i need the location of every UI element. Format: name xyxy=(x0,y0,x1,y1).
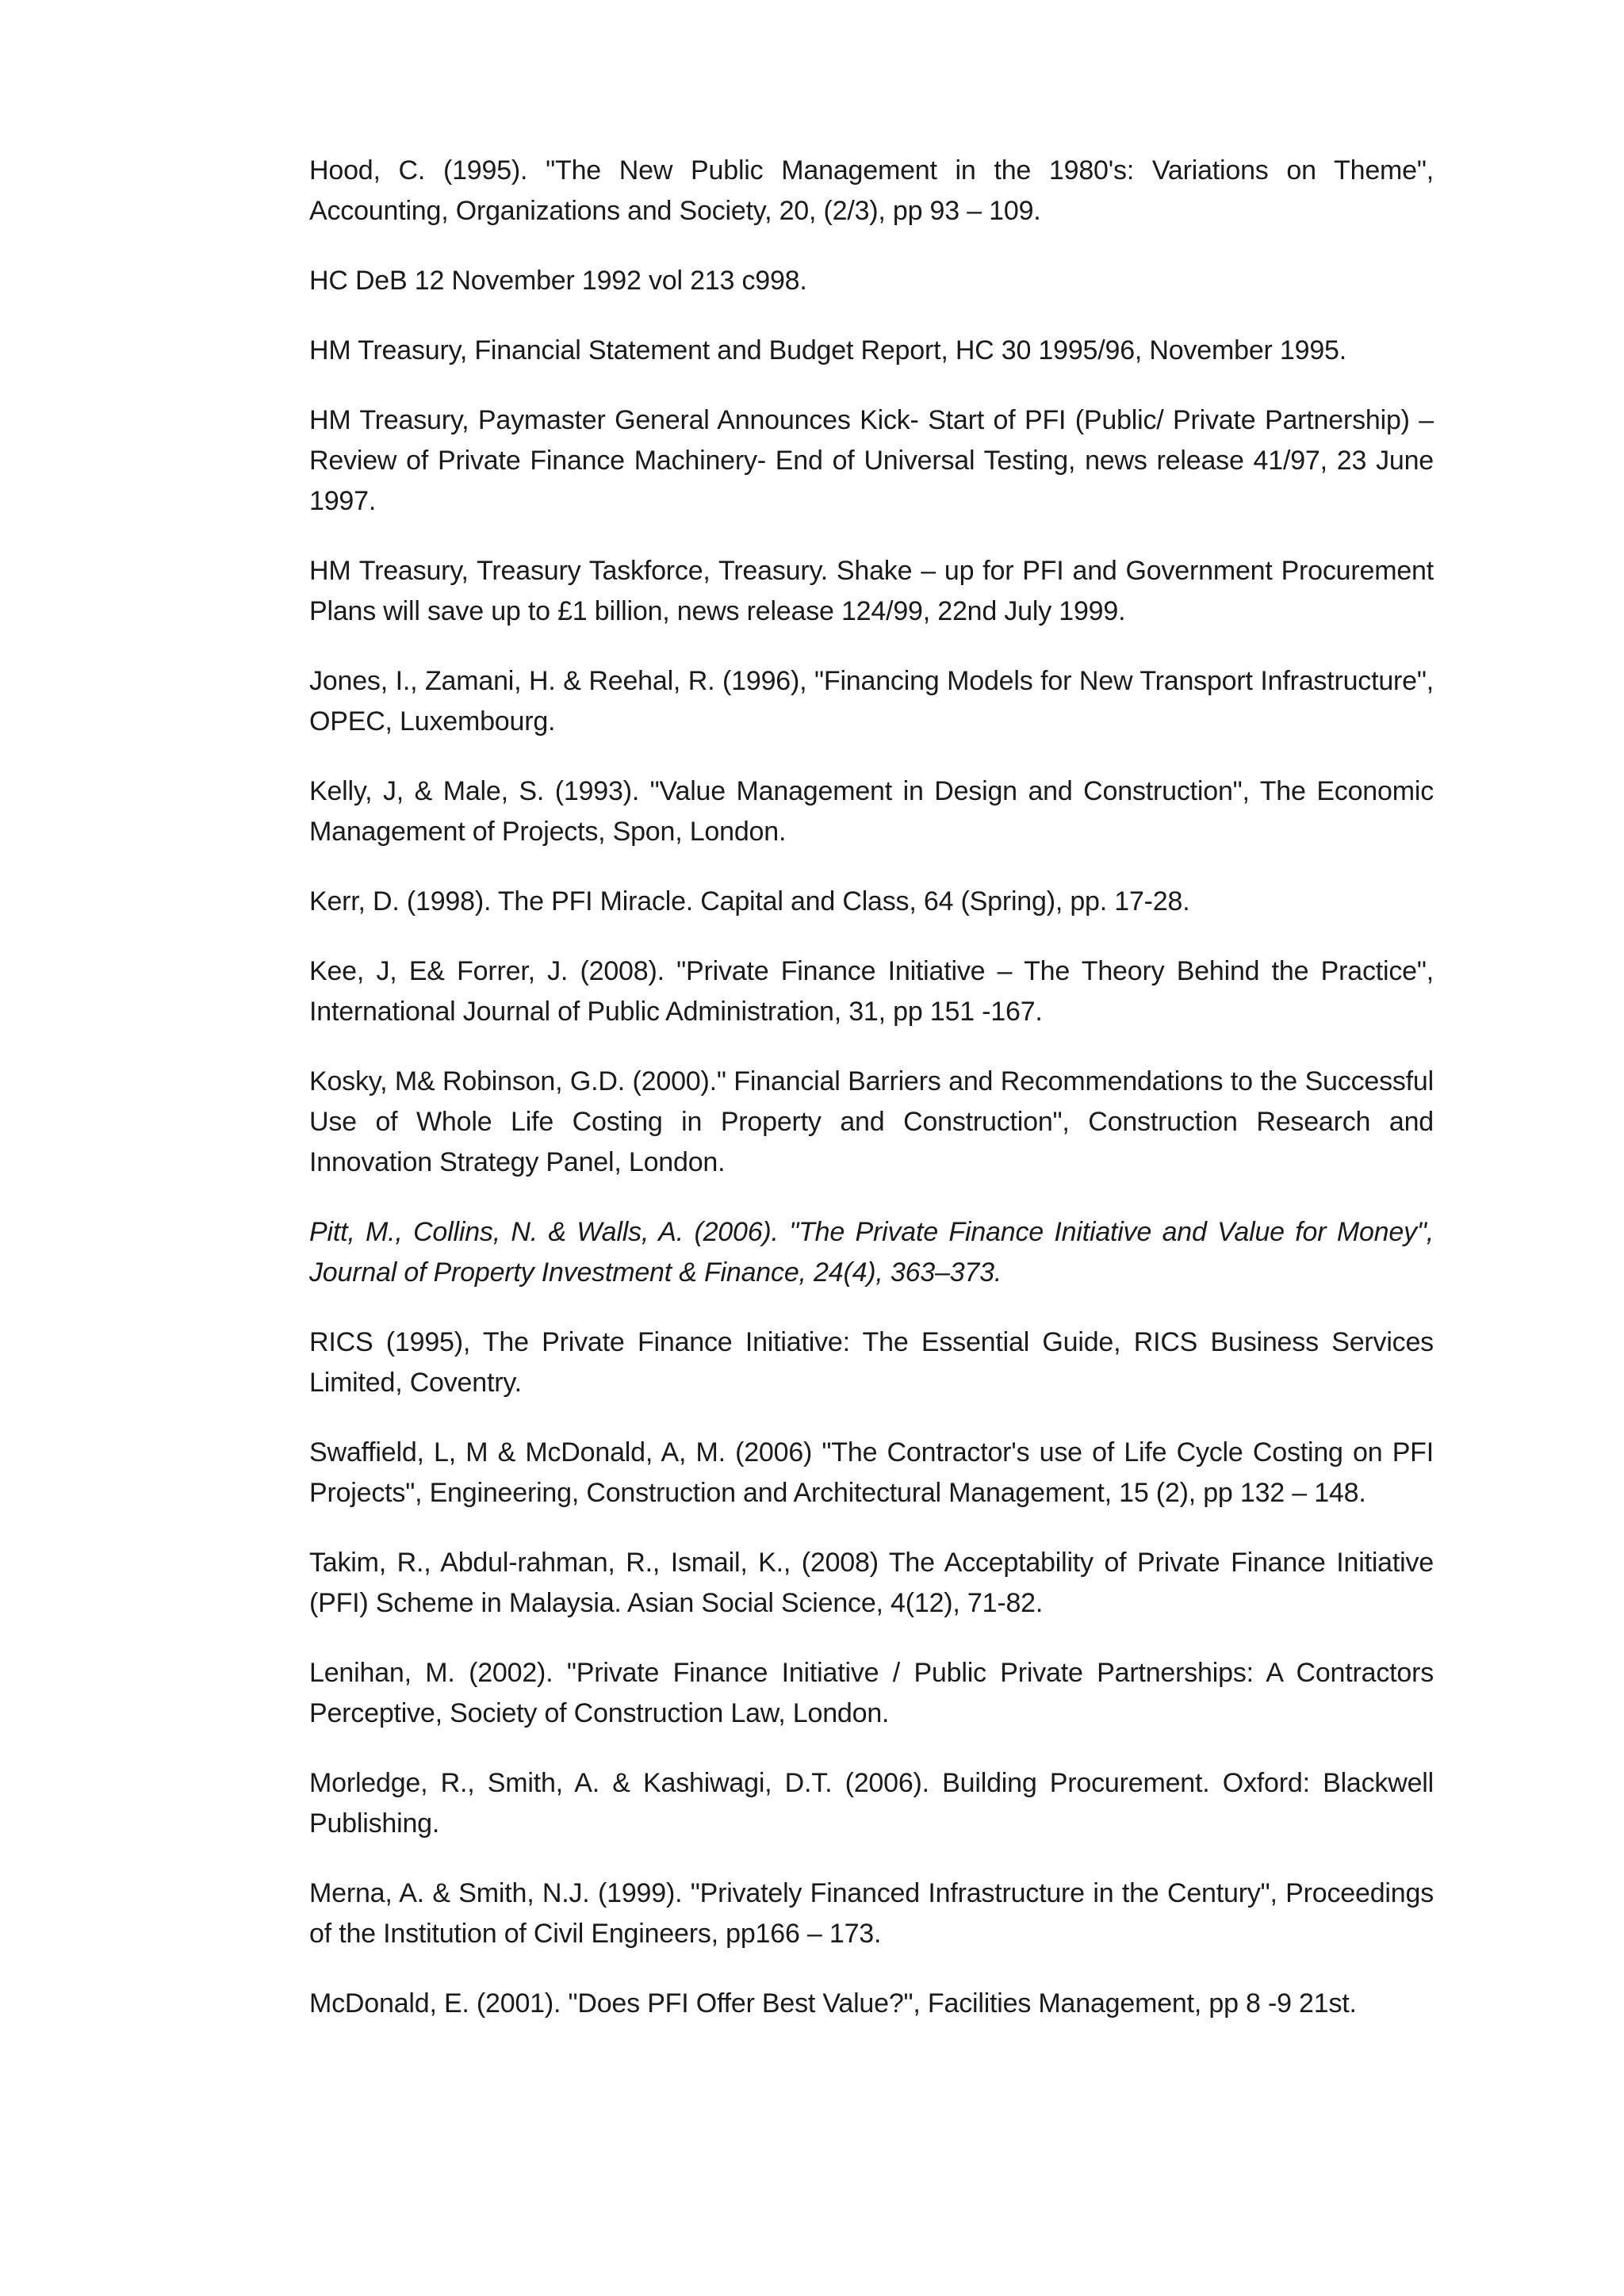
reference-entry: Kosky, M& Robinson, G.D. (2000)." Financial Barriers and Recommendations to the Successful Use of Whole Life Costing in Property and Construction", Construction Research and Innovation Strategy Panel, London. xyxy=(309,1066,1434,1177)
reference-entry: Jones, I., Zamani, H. & Reehal, R. (1996), "Financing Models for New Transport Infrastructure", OPEC, Luxembourg. xyxy=(309,666,1434,737)
reference-entry: Lenihan, M. (2002). "Private Finance Initiative / Public Private Partnerships: A Contractors Perceptive, Society of Construction Law, London. xyxy=(309,1658,1434,1728)
reference-entry: Pitt, M., Collins, N. & Walls, A. (2006). "The Private Finance Initiative and Value for Money", Journal of Property Investment & Finance, 24(4), 363–373. xyxy=(309,1217,1434,1288)
reference-entry: Merna, A. & Smith, N.J. (1999). "Privately Financed Infrastructure in the Century", Proceedings of the Institution of Civil Engineers, pp166 – 173. xyxy=(309,1878,1434,1949)
reference-entry: Takim, R., Abdul-rahman, R., Ismail, K., (2008) The Acceptability of Private Finance Initiative (PFI) Scheme in Malaysia. Asian Social Science, 4(12), 71-82. xyxy=(309,1548,1434,1618)
reference-entry: Swaffield, L, M & McDonald, A, M. (2006) "The Contractor's use of Life Cycle Costing on PFI Projects", Engineering, Construction and Architectural Management, 15 (2), pp 132 – 148. xyxy=(309,1437,1434,1508)
reference-entry: Kerr, D. (1998). The PFI Miracle. Capital and Class, 64 (Spring), pp. 17-28. xyxy=(309,886,1190,916)
reference-entry: McDonald, E. (2001). "Does PFI Offer Best Value?", Facilities Management, pp 8 -9 21st. xyxy=(309,1988,1357,2019)
reference-entry: Kelly, J, & Male, S. (1993). "Value Management in Design and Construction", The Economic Management of Projects, Spon, London. xyxy=(309,776,1434,847)
reference-entry: HC DeB 12 November 1992 vol 213 c998. xyxy=(309,266,807,296)
reference-entry: HM Treasury, Paymaster General Announces Kick- Start of PFI (Public/ Private Partnership) – Review of Private Finance Machinery- End of Universal Testing, news release 41/97, 23 June 1997. xyxy=(309,405,1434,516)
reference-list xyxy=(309,151,1434,2053)
reference-entry: Kee, J, E& Forrer, J. (2008). "Private Finance Initiative – The Theory Behind the Practice", International Journal of Public Administration, 31, pp 151 -167. xyxy=(309,956,1434,1027)
reference-entry: RICS (1995), The Private Finance Initiative: The Essential Guide, RICS Business Services Limited, Coventry. xyxy=(309,1327,1434,1398)
reference-entry: Hood, C. (1995). "The New Public Management in the 1980's: Variations on Theme", Accounting, Organizations and Society, 20, (2/3), pp 93 – 109. xyxy=(309,155,1434,226)
reference-entry: HM Treasury, Financial Statement and Budget Report, HC 30 1995/96, November 1995. xyxy=(309,335,1346,365)
reference-entry: HM Treasury, Treasury Taskforce, Treasury. Shake – up for PFI and Government Procurement Plans will save up to £1 billion, news release 124/99, 22nd July 1999. xyxy=(309,556,1434,626)
reference-entry: Morledge, R., Smith, A. & Kashiwagi, D.T. (2006). Building Procurement. Oxford: Blackwell Publishing. xyxy=(309,1768,1434,1839)
